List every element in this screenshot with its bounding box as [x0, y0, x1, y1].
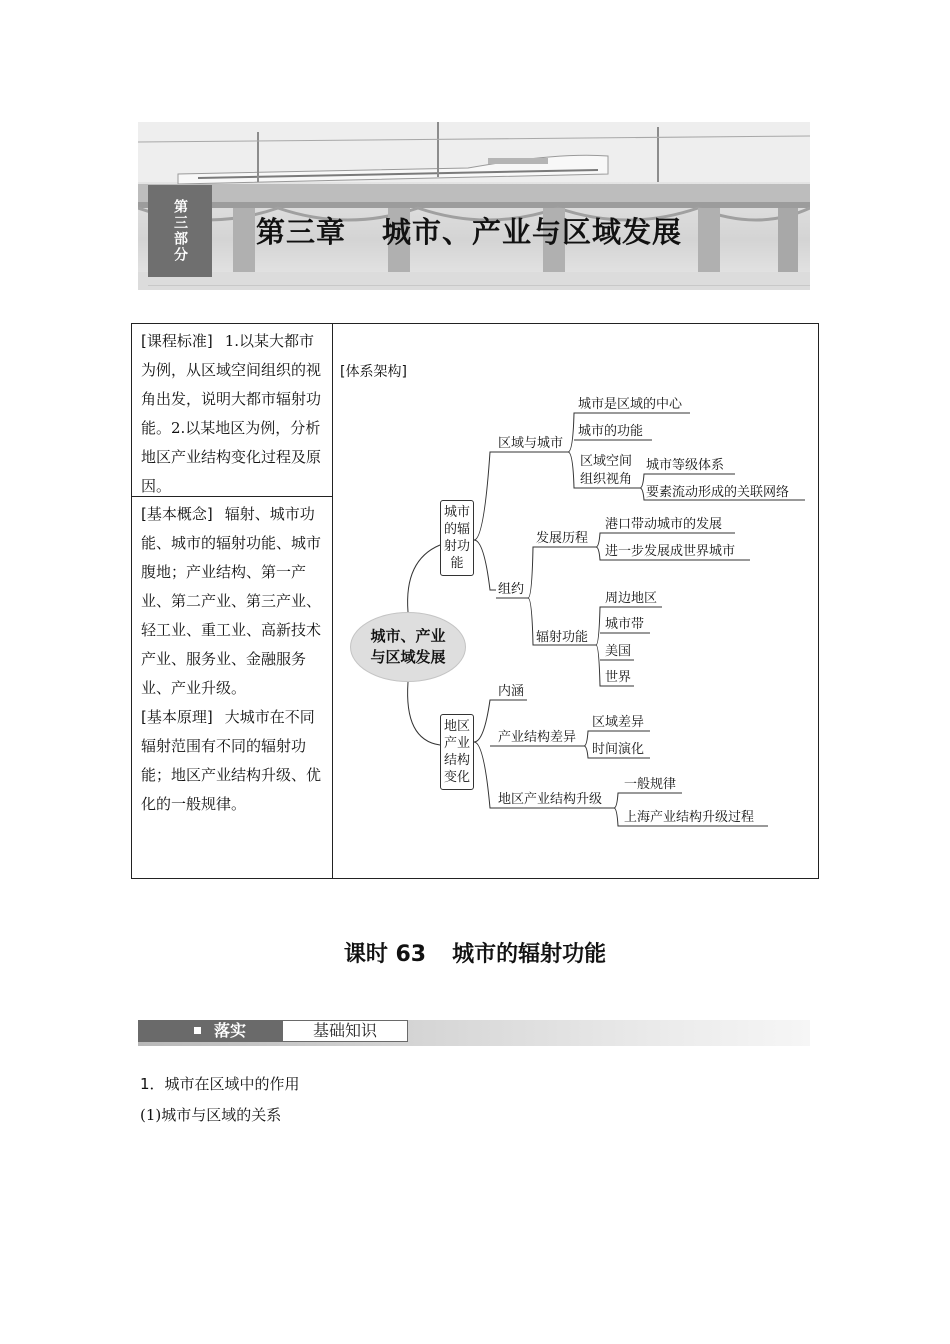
chapter-title [256, 210, 682, 251]
section-header [138, 1020, 810, 1046]
course-standard-cell [132, 324, 332, 497]
node-flow-network: 要素流动形成的关联网络 [646, 485, 790, 500]
branch-radiation-function: 城市 的辐 射功 能 [440, 500, 474, 576]
node-city-hierarchy: 城市等级体系 [646, 458, 725, 473]
node-shanghai-upgrade: 上海产业结构升级过程 [624, 810, 755, 825]
subheading-point-1-1: (1)城市与区域的关系 [140, 1106, 282, 1124]
node-spatial-line-2: 组织视角 [580, 472, 633, 487]
course-standard-label: [课程标准] [141, 332, 213, 350]
node-connotation: 内涵 [498, 684, 525, 699]
basic-principle-label: [基本原理] [141, 708, 213, 726]
node-spatial-line-1: 区域空间 [580, 454, 633, 469]
standards-table [131, 323, 819, 879]
square-bullet-icon [194, 1027, 201, 1034]
chapter-number: 第三章 [256, 215, 347, 249]
basic-concept-text: 辐射、城市功能、城市的辐射功能、城市腹地；产业结构、第一产业、第二产业、第三产业、轻工业、重工业、高新技术产业、服务业、金融服务业、产业升级。 [141, 505, 322, 697]
node-usa: 美国 [605, 644, 632, 659]
section-light-label: 基础知识 [282, 1020, 408, 1042]
node-development: 发展历程 [536, 531, 589, 546]
course-standard-text: 1.以某大都市为例，从区域空间组织的视角出发，说明大都市辐射功能。2.以某地区为例，分析地区产业结构变化过程及原因。 [141, 332, 322, 495]
node-radiation: 辐射功能 [536, 630, 589, 645]
section-dark-label: 落实 [214, 1021, 247, 1040]
standards-column [132, 324, 333, 878]
basic-concept-label: [基本概念] [141, 505, 213, 523]
node-city-belt: 城市带 [605, 617, 645, 632]
chapter-banner [138, 122, 810, 290]
banner-divider [148, 285, 810, 286]
node-industry-upgrade: 地区产业结构升级 [498, 792, 603, 807]
lesson-name: 城市的辐射功能 [452, 942, 607, 967]
node-regional-difference: 区域差异 [592, 715, 645, 730]
node-city-function: 城市的功能 [578, 424, 644, 439]
node-surrounding: 周边地区 [605, 591, 658, 606]
architecture-label: [体系架构] [340, 364, 407, 380]
mind-map-center [350, 612, 466, 682]
node-structure-difference: 产业结构差异 [498, 730, 577, 745]
part-label: 第三部分 [148, 185, 212, 277]
chapter-name: 城市、产业与区域发展 [382, 215, 683, 249]
lesson-title [0, 937, 950, 968]
lesson-number: 课时 63 [343, 942, 427, 967]
branch-industry-change: 地区 产业 结构 变化 [440, 714, 474, 790]
node-world: 世界 [605, 670, 632, 685]
heading-point-1: 1．城市在区域中的作用 [140, 1075, 300, 1093]
section-dark-tab [138, 1020, 282, 1042]
center-line-1: 城市、产业 [370, 627, 446, 645]
banner-train-illustration [138, 122, 810, 290]
node-city-center: 城市是区域的中心 [578, 397, 683, 412]
node-general-rule: 一般规律 [624, 777, 677, 792]
node-new-york: 组约 [498, 582, 525, 597]
center-line-2: 与区域发展 [370, 648, 446, 666]
node-region-and-city: 区域与城市 [498, 436, 564, 451]
node-port-driven: 港口带动城市的发展 [605, 517, 723, 532]
node-time-evolution: 时间演化 [592, 742, 645, 757]
basic-principle-text: 大城市在不同辐射范围有不同的辐射功能；地区产业结构升级、优化的一般规律。 [141, 708, 322, 813]
concept-principle-cell [132, 497, 332, 879]
node-world-city: 进一步发展成世界城市 [605, 544, 736, 559]
